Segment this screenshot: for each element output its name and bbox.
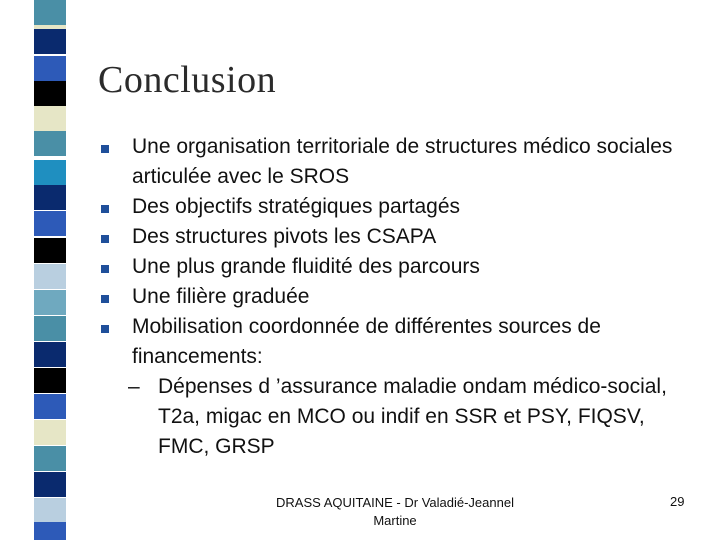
slide-footer: DRASS AQUITAINE - Dr Valadié-Jeannel Martine [276, 495, 514, 528]
bullet-text: Des objectifs stratégiques partagés [132, 195, 461, 218]
slide-title: Conclusion [98, 59, 277, 101]
bullet-text: Une organisation territoriale de structures médico sociales articulée avec le SROS [132, 135, 673, 188]
dash-marker: – [128, 375, 140, 398]
side-bar-block [34, 81, 66, 106]
bullet-item [98, 252, 688, 282]
bullet-item [98, 282, 688, 312]
side-bar-block [34, 368, 66, 393]
side-bar-block [34, 342, 66, 367]
side-bar-block [34, 238, 66, 263]
side-bar-block [34, 185, 66, 210]
page-number: 29 [670, 494, 685, 509]
side-bar-block [34, 29, 66, 54]
side-bar-block [34, 106, 66, 131]
bullet-text: Des structures pivots les CSAPA [132, 225, 437, 248]
side-bar-block [34, 290, 66, 315]
side-bar-block [34, 211, 66, 236]
sub-bullet-item [98, 372, 688, 462]
side-bar-block [34, 394, 66, 419]
bullet-text: Une filière graduée [132, 285, 310, 308]
bullet-item [98, 132, 688, 192]
side-bar-block [34, 0, 66, 25]
square-bullet-icon [101, 295, 109, 303]
bullet-list [98, 132, 688, 462]
square-bullet-icon [101, 205, 109, 213]
bullet-item [98, 222, 688, 252]
side-bar-block [34, 498, 66, 523]
square-bullet-icon [101, 145, 109, 153]
sub-bullet-text: Dépenses d ’assurance maladie ondam médico-social, T2a, migac en MCO ou indif en SSR et PSY, FIQSV, FMC, GRSP [158, 375, 667, 458]
side-bar-block [34, 264, 66, 289]
bullet-item [98, 312, 688, 372]
bullet-item [98, 192, 688, 222]
side-bar-block [34, 446, 66, 471]
side-bar-block [34, 522, 66, 540]
side-bar-block [34, 131, 66, 156]
decorative-side-bar [0, 0, 67, 540]
square-bullet-icon [101, 325, 109, 333]
square-bullet-icon [101, 265, 109, 273]
side-bar-block [34, 420, 66, 445]
bullet-text: Une plus grande fluidité des parcours [132, 255, 480, 278]
side-bar-block [34, 160, 66, 185]
side-bar-block [34, 316, 66, 341]
side-bar-block [34, 56, 66, 81]
bullet-text: Mobilisation coordonnée de différentes sources de financements: [132, 315, 601, 368]
side-bar-block [34, 472, 66, 497]
square-bullet-icon [101, 235, 109, 243]
